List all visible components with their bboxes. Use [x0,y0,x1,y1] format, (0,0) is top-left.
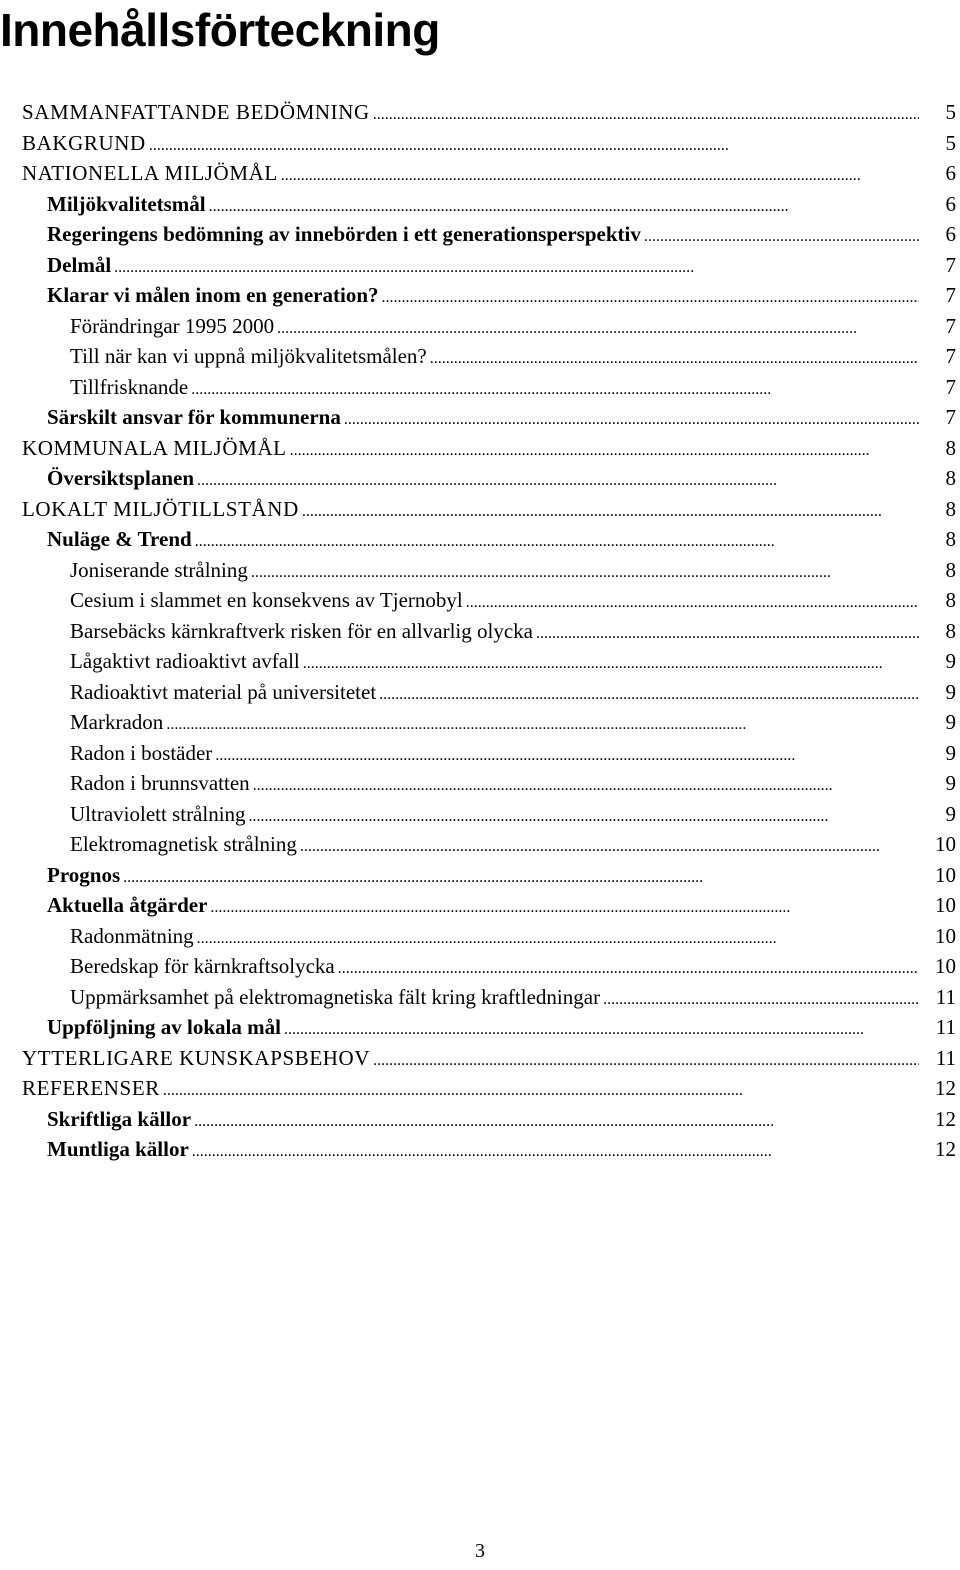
toc-entry[interactable] [0,860,960,890]
toc-entry-page: 8 [945,588,956,612]
toc-entry-page: 9 [945,801,956,826]
toc-entry-page: 7 [945,374,956,399]
toc-entry[interactable] [0,219,960,249]
toc-leader-dots [149,131,919,161]
toc-entry[interactable] [0,311,960,341]
toc-leader-dots [194,1107,919,1137]
toc-entry[interactable] [0,646,960,676]
toc-entry-label: Joniserande strålning [70,557,248,582]
toc-entry-page: 12 [935,1137,956,1161]
toc-entry-page: 6 [945,161,956,185]
toc-leader-dots [373,1046,919,1076]
toc-entry-label: Miljökvalitetsmål [47,191,206,216]
toc-entry-label: Radon i bostäder [70,740,213,765]
toc-entry-label: Till när kan vi uppnå miljökvalitetsmålen? [70,344,427,368]
toc-entry-label: LOKALT MILJÖTILLSTÅND [22,496,299,521]
toc-entry-label: Ultraviolett strålning [70,801,246,826]
toc-leader-dots [166,710,919,740]
toc-leader-dots [284,1015,919,1045]
toc-entry-page: 6 [945,222,956,246]
toc-entry-page: 12 [935,1106,956,1131]
toc-entry-label: Prognos [47,862,121,887]
toc-entry[interactable] [0,189,960,219]
toc-entry-page: 7 [945,283,956,307]
toc-leader-dots [536,619,919,649]
toc-entry-page: 8 [945,496,956,521]
toc-entry-label: BAKGRUND [22,130,146,155]
toc-entry-page: 5 [945,130,956,155]
toc-entry[interactable] [0,1043,960,1073]
toc-leader-dots [210,893,919,923]
toc-entry-label: Elektromagnetisk strålning [70,832,297,856]
toc-leader-dots [123,863,919,893]
toc-entry[interactable] [0,463,960,493]
toc-leader-dots [603,985,919,1015]
toc-entry[interactable] [0,1134,960,1164]
toc-leader-dots [197,924,919,954]
toc-entry[interactable] [0,1073,960,1103]
toc-leader-dots [195,527,919,557]
toc-entry-page: 10 [935,923,956,948]
toc-entry-label: REFERENSER [22,1076,160,1100]
toc-entry-label: KOMMUNALA MILJÖMÅL [22,435,287,460]
toc-entry-label: Radon i brunnsvatten [70,771,250,795]
toc-entry[interactable] [0,707,960,737]
toc-entry-label: Regeringens bedömning av innebörden i ett generationsperspektiv [47,222,641,246]
toc-entry-page: 10 [935,954,956,978]
toc-leader-dots [215,741,919,771]
toc-leader-dots [249,802,919,832]
toc-entry-page: 9 [945,649,956,673]
toc-entry-label: Klarar vi målen inom en generation? [47,283,379,307]
toc-entry[interactable] [0,280,960,310]
toc-leader-dots [253,771,919,801]
toc-leader-dots [191,375,919,405]
toc-entry-page: 11 [935,1045,956,1070]
toc-entry[interactable] [0,982,960,1012]
toc-entry[interactable] [0,890,960,920]
toc-leader-dots [209,192,919,222]
toc-entry-page: 8 [945,618,956,643]
toc-entry-label: Beredskap för kärnkraftsolycka [70,954,335,978]
toc-entry-label: Förändringar 1995 2000 [70,313,275,338]
toc-entry-page: 12 [935,1076,956,1100]
toc-entry[interactable] [0,494,960,524]
page-title: Innehållsförteckning [0,4,440,56]
toc-entry[interactable] [0,829,960,859]
toc-entry[interactable] [0,128,960,158]
toc-leader-dots [290,436,919,466]
toc-entry-page: 9 [945,710,956,734]
toc-entry-page: 10 [935,832,956,856]
toc-leader-dots [277,314,919,344]
toc-entry[interactable] [0,524,960,554]
toc-leader-dots [302,497,919,527]
toc-leader-dots [300,832,919,862]
toc-leader-dots [281,161,919,191]
toc-leader-dots [382,283,920,313]
toc-entry-page: 8 [945,557,956,582]
toc-entry[interactable] [0,585,960,615]
toc-entry-page: 8 [945,435,956,460]
toc-entry[interactable] [0,768,960,798]
toc-entry[interactable] [0,433,960,463]
toc-entry[interactable] [0,799,960,829]
toc-entry-page: 11 [935,984,956,1009]
toc-entry-label: Markradon [70,710,164,734]
toc-entry[interactable] [0,616,960,646]
toc-entry-page: 9 [945,771,956,795]
toc-entry[interactable] [0,1104,960,1134]
toc-leader-dots [192,1137,919,1167]
toc-entry[interactable] [0,951,960,981]
toc-entry[interactable] [0,738,960,768]
toc-entry-label: Barsebäcks kärnkraftverk risken för en allvarlig olycka [70,618,533,643]
toc-entry-label: Översiktsplanen [47,466,195,490]
toc-entry-page: 9 [945,740,956,765]
toc-entry-label: Delmål [47,252,112,277]
toc-entry-label: Nuläge & Trend [47,527,192,551]
toc-entry-label: Radonmätning [70,923,194,948]
toc-entry[interactable] [0,158,960,188]
toc-entry-label: Lågaktivt radioaktivt avfall [70,649,300,673]
toc-entry-label: Särskilt ansvar för kommunerna [47,405,341,429]
toc-entry-label: Aktuella åtgärder [47,893,208,917]
toc-entry-page: 10 [935,893,956,917]
toc-entry-label: NATIONELLA MILJÖMÅL [22,161,278,185]
toc-leader-dots [114,253,919,283]
toc-entry-label: Cesium i slammet en konsekvens av Tjernobyl [70,588,463,612]
toc-entry-label: Muntliga källor [47,1137,189,1161]
toc-entry[interactable] [0,555,960,585]
toc-entry[interactable] [0,250,960,280]
toc-entry[interactable] [0,341,960,371]
toc-entry[interactable] [0,677,960,707]
toc-entry-page: 7 [945,344,956,368]
toc-leader-dots [197,466,919,496]
toc-entry[interactable] [0,1012,960,1042]
toc-entry-page: 9 [945,679,956,704]
toc-entry-label: Tillfrisknande [70,374,189,399]
toc-entry-label: Skriftliga källor [47,1106,192,1131]
toc-leader-dots [338,954,919,984]
toc-entry-page: 6 [945,191,956,216]
toc-leader-dots [303,649,919,679]
toc-entry-page: 7 [945,252,956,277]
toc-entry-page: 8 [945,527,956,551]
toc-entry-label: Uppmärksamhet på elektromagnetiska fält kring kraftledningar [70,984,601,1009]
toc-entry-label: YTTERLIGARE KUNSKAPSBEHOV [22,1045,371,1070]
toc-leader-dots [466,588,919,618]
toc-entry-page: 10 [935,862,956,887]
toc-leader-dots [373,100,919,130]
toc-entry-label: Radioaktivt material på universitetet [70,679,377,704]
toc-entry-page: 8 [945,466,956,490]
page-number: 3 [475,1540,485,1562]
toc-entry-label: Uppföljning av lokala mål [47,1015,281,1039]
toc-leader-dots [644,222,919,252]
toc-entry[interactable] [0,921,960,951]
toc-leader-dots [430,344,919,374]
toc-entry[interactable] [0,402,960,432]
toc-entry-page: 7 [945,405,956,429]
toc-leader-dots [344,405,919,435]
toc-entry[interactable] [0,372,960,402]
toc-leader-dots [379,680,919,710]
toc-leader-dots [163,1076,919,1106]
toc-leader-dots [251,558,919,588]
toc-entry-page: 11 [935,1015,956,1039]
toc-entry[interactable] [0,97,960,127]
toc-entry-page: 7 [945,313,956,338]
toc-entry-label: SAMMANFATTANDE BEDÖMNING [22,100,370,124]
toc-entry-page: 5 [945,100,956,124]
